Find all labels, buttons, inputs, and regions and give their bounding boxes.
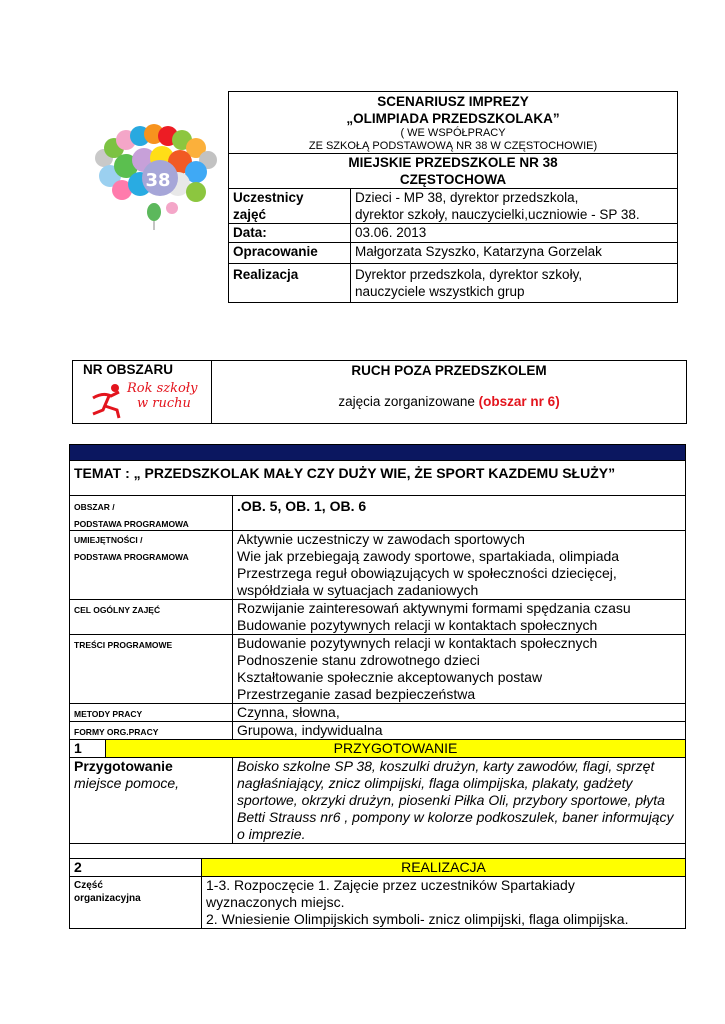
prep-sublabel: miejsce pomoce, [74,775,180,791]
section-2-number: 2 [70,859,202,877]
topic: TEMAT : „ PRZEDSZKOLAK MAŁY CZY DUŻY WIE, ŻE SPORT KAZDEMU SŁUŻY” [70,461,686,496]
participants-value: Dzieci - MP 38, dyrektor przedszkola, dyrektor szkoły, nauczycielki,uczniowie - SP 38. [351,189,678,224]
logo-number: 38 [145,170,171,191]
area-number: (obszar nr 6) [478,394,560,409]
row-value-forms: Grupowa, indywidualna [233,722,686,740]
date-value: 03.06. 2013 [351,224,678,243]
row-value-skills: Aktywnie uczestniczy w zawodach sportowych Wie jak przebiegają zawody sportowe, spartakiada, olimpiada Przestrzega reguł obowiązujących w społeczności dziecięcej, współdziała w sytuacjach zadaniowych [233,531,686,600]
row-label-skills: UMIEJĘTNOŚCI / PODSTAWA PROGRAMOWA [70,531,233,600]
cooperation-line-2: ZE SZKOŁĄ PODSTAWOWĄ NR 38 W CZĘSTOCHOWIE) [308,140,598,152]
area-title: RUCH POZA PRZEDSZKOLEM [351,363,547,378]
authors-value: Małgorzata Szyszko, Katarzyna Gorzelak [351,243,678,264]
row-label-content: TREŚCI PROGRAMOWE [70,635,233,704]
cooperation-line-1: ( WE WSPÓŁPRACY [400,127,506,139]
date-label: Data: [229,224,351,243]
area-title-cell [212,361,687,424]
table-header-bar [70,445,686,461]
row-label-forms: FORMY ORG.PRACY [70,722,233,740]
school-name-cell [229,154,678,189]
prep-label: Przygotowanie [74,758,173,774]
section-2-title: REALIZACJA [202,859,686,877]
logo-text-2: w ruchu [137,396,191,411]
row-label-area: OBSZAR / PODSTAWA PROGRAMOWA [70,496,233,531]
area-label: NR OBSZARU [83,362,173,377]
authors-label: Opracowanie [229,243,351,264]
header-title-cell [229,92,678,154]
section-1-title: PRZYGOTOWANIE [106,740,686,758]
area-table [72,360,687,424]
header-table [228,91,678,303]
realization-value: Dyrektor przedszkola, dyrektor szkoły, nauczyciele wszystkich grup [351,264,678,303]
logo-text-1: Rok szkoły [127,381,198,396]
org-value: 1-3. Rozpoczęcie 1. Zajęcie przez uczestników Spartakiady wyznaczonych miejsc. 2. Wniesienie Olimpijskich symboli- znicz olimpijski, flaga olimpijska. [202,877,686,929]
main-table [69,444,686,929]
row-value-methods: Czynna, słowna, [233,704,686,722]
event-title: „OLIMPIADA PRZEDSZKOLAKA” [346,111,560,126]
row-label-methods: METODY PRACY [70,704,233,722]
runner-icon [89,380,129,420]
row-value-content: Budowanie pozytywnych relacji w kontaktach społecznych Podnoszenie stanu zdrowotnego dzieci Kształtowanie społecznie akceptowanych postaw Przestrzeganie zasad bezpieczeństwa [233,635,686,704]
row-label-goal: CEL OGÓLNY ZAJĘĆ [70,600,233,635]
area-label-cell [73,361,212,424]
prep-value: Boisko szkolne SP 38, koszulki drużyn, karty zawodów, flagi, sprzęt nagłaśniający, znicz olimpijski, flaga olimpijska, plakaty, gadżety sportowe, okrzyki drużyn, piosenki Piłka Oli, przybory sportowe, płyta Betti Strauss nr6 , pompony w kolorze podkoszulek, baner informujący o imprezie. [233,758,686,844]
school-city: CZĘSTOCHOWA [399,172,507,187]
school-name: MIEJSKIE PRZEDSZKOLE NR 38 [348,155,558,170]
section-1-number: 1 [70,740,106,758]
scenario-title: SCENARIUSZ IMPREZY [377,94,529,109]
participants-label: Uczestnicy zajęć [229,189,351,224]
realization-label: Realizacja [229,264,351,303]
prep-label-cell [70,758,233,844]
row-value-area: .OB. 5, OB. 1, OB. 6 [233,496,686,531]
balloons-logo [86,118,226,230]
spacer-row [70,844,686,859]
org-label: Część organizacyjna [70,877,202,929]
rok-szkoly-logo [77,378,207,422]
row-value-goal: Rozwijanie zainteresowań aktywnymi formami spędzania czasu Budowanie pozytywnych relacji w kontaktach społecznych [233,600,686,635]
area-subtitle: zajęcia zorganizowane (obszar nr 6) [338,394,560,409]
